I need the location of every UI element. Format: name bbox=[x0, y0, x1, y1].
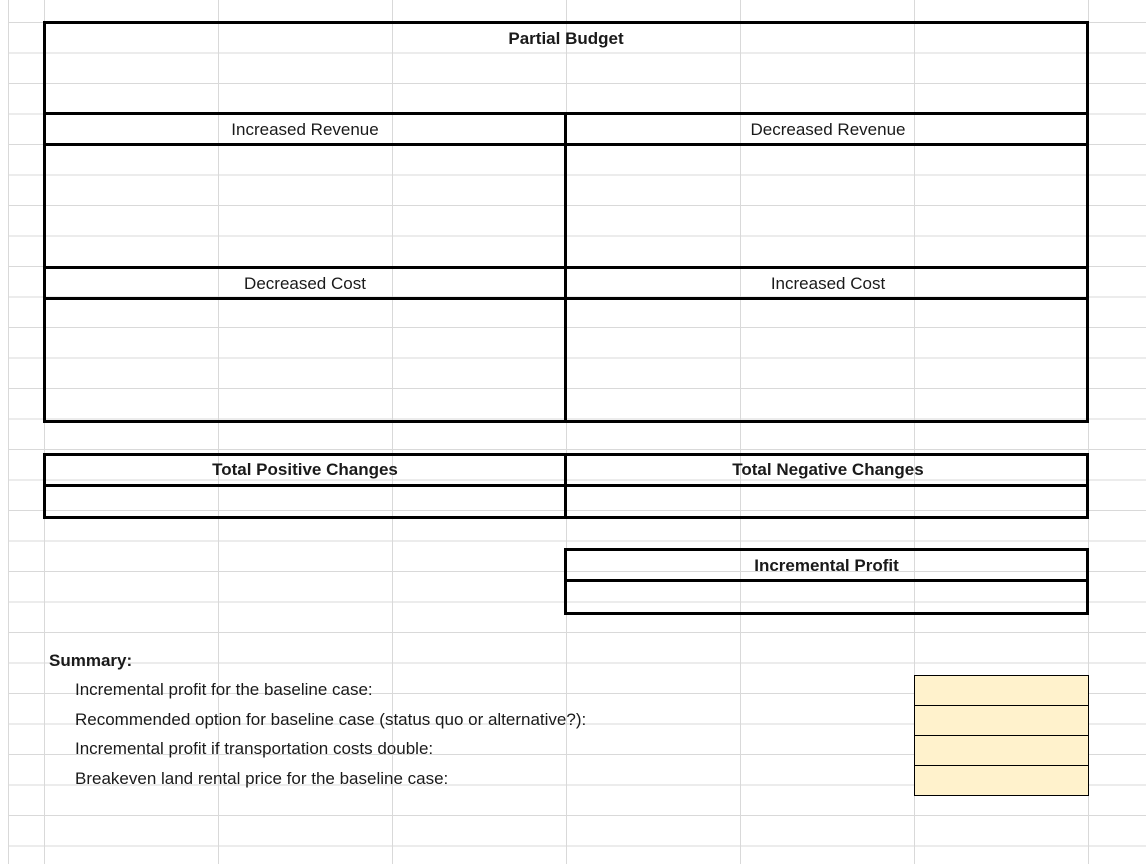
sheet-left-edge bbox=[0, 0, 9, 864]
summary-item-breakeven-rent: Breakeven land rental price for the baseline case: bbox=[75, 769, 449, 788]
input-cell-baseline-profit[interactable] bbox=[914, 675, 1089, 706]
summary-item-transport-double: Incremental profit if transportation costs double: bbox=[75, 739, 434, 758]
summary-item-recommended-option: Recommended option for baseline case (status quo or alternative?): bbox=[75, 710, 587, 729]
budget-divider-middle bbox=[564, 112, 567, 423]
input-cell-breakeven-rent[interactable] bbox=[914, 765, 1089, 796]
summary-item-baseline-profit: Incremental profit for the baseline case: bbox=[75, 680, 373, 699]
profit-divider bbox=[564, 579, 1089, 582]
input-cell-recommended-option[interactable] bbox=[914, 705, 1089, 736]
total-negative-changes-header: Total Negative Changes bbox=[732, 460, 924, 479]
total-positive-changes-header: Total Positive Changes bbox=[212, 460, 398, 479]
increased-cost-header: Increased Cost bbox=[770, 274, 886, 293]
decreased-revenue-header: Decreased Revenue bbox=[750, 120, 906, 139]
decreased-cost-header: Decreased Cost bbox=[244, 274, 366, 293]
increased-revenue-header: Increased Revenue bbox=[231, 120, 379, 139]
input-cell-transport-double[interactable] bbox=[914, 735, 1089, 766]
incremental-profit-header: Incremental Profit bbox=[754, 556, 899, 575]
summary-title: Summary: bbox=[49, 651, 133, 670]
budget-title: Partial Budget bbox=[508, 29, 624, 48]
